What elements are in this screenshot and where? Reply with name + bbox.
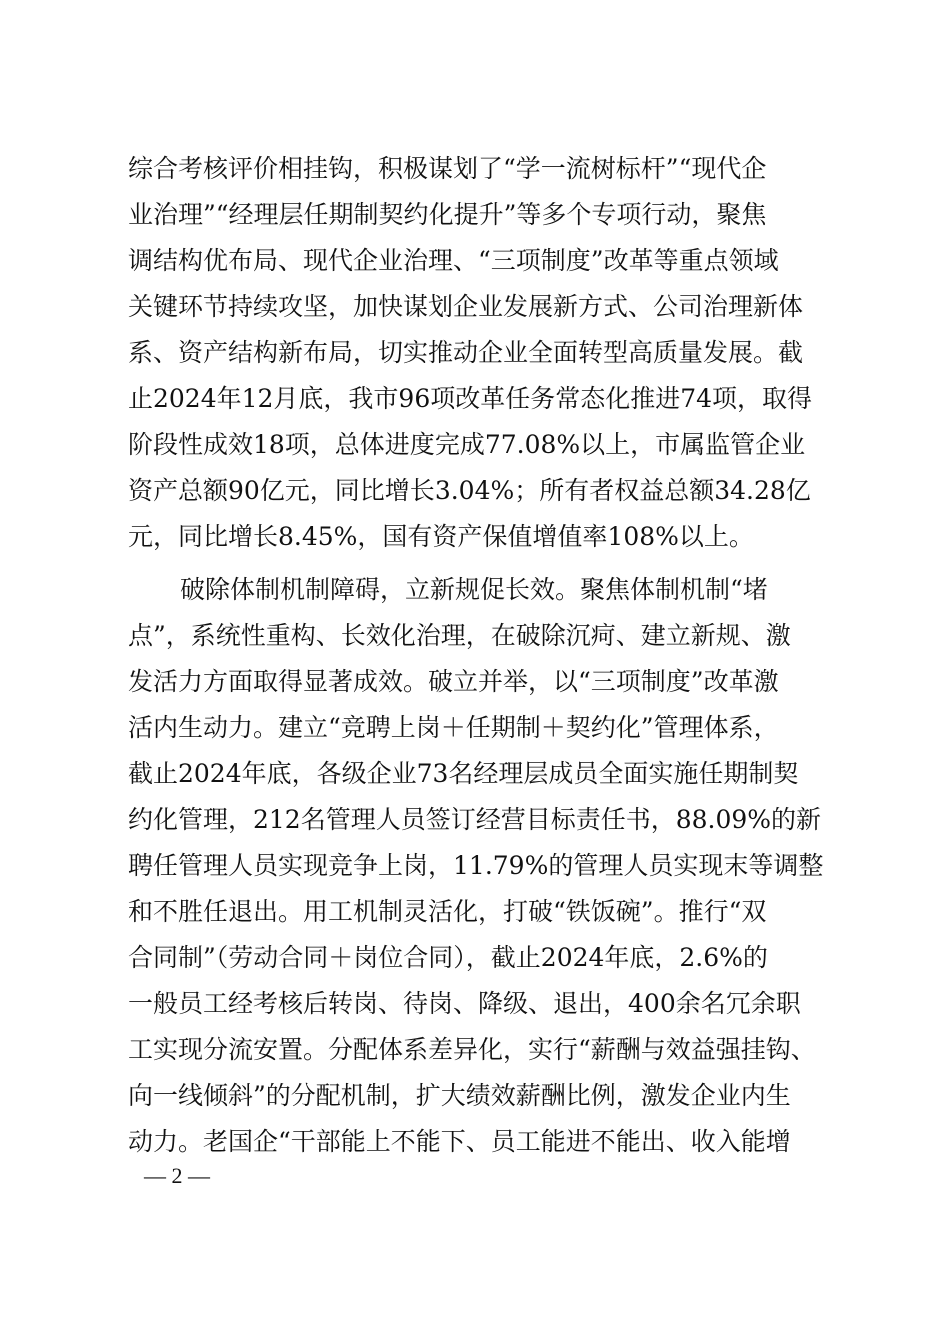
text-line: 动力。老国企“干部能上不能下、员工能进不能出、收入能增 [128, 1127, 791, 1156]
page-number: — 2 — [144, 1163, 210, 1188]
text-line: 破除体制机制障碍，立新规促长效。聚焦体制机制“堵 [180, 575, 768, 604]
text-line: 阶段性成效18项，总体进度完成77.08%以上，市属监管企业 [128, 430, 806, 459]
text-line: 聘任管理人员实现竞争上岗，11.79%的管理人员实现末等调整 [128, 851, 824, 880]
text-line: 资产总额90亿元，同比增长3.04%；所有者权益总额34.28亿 [128, 476, 811, 505]
text-line: 约化管理，212名管理人员签订经营目标责任书，88.09%的新 [128, 805, 822, 834]
text-line: 截止2024年底，各级企业73名经理层成员全面实施任期制契 [128, 759, 799, 788]
text-line: 向一线倾斜”的分配机制，扩大绩效薪酬比例，激发企业内生 [128, 1081, 791, 1110]
text-line: 调结构优布局、现代企业治理、“三项制度”改革等重点领域 [128, 246, 779, 275]
text-line: 关键环节持续攻坚，加快谋划企业发展新方式、公司治理新体 [128, 292, 804, 321]
text-line: 业治理”“经理层任期制契约化提升”等多个专项行动，聚焦 [128, 200, 767, 229]
text-line: 点”，系统性重构、长效化治理，在破除沉疴、建立新规、激 [128, 621, 791, 650]
text-line: 元，同比增长8.45%，国有资产保值增值率108%以上。 [128, 522, 754, 551]
paragraph [128, 146, 838, 560]
paragraph-gap [128, 560, 838, 567]
text-line: 综合考核评价相挂钩，积极谋划了“学一流树标杆”“现代企 [128, 154, 767, 183]
text-line: 合同制”（劳动合同＋岗位合同），截止2024年底，2.6%的 [128, 943, 768, 972]
text-line: 一般员工经考核后转岗、待岗、降级、退出，400余名冗余职 [128, 989, 801, 1018]
text-line: 和不胜任退出。用工机制灵活化，打破“铁饭碗”。推行“双 [128, 897, 767, 926]
body-text [128, 146, 838, 1165]
text-line: 系、资产结构新布局，切实推动企业全面转型高质量发展。截 [128, 338, 804, 367]
text-line: 工实现分流安置。分配体系差异化，实行“薪酬与效益强挂钩、 [128, 1035, 816, 1064]
paragraph [128, 567, 838, 1165]
text-line: 活内生动力。建立“竞聘上岗＋任期制＋契约化”管理体系， [128, 713, 779, 742]
text-line: 发活力方面取得显著成效。破立并举，以“三项制度”改革激 [128, 667, 779, 696]
text-line: 止2024年12月底，我市96项改革任务常态化推进74项，取得 [128, 384, 813, 413]
